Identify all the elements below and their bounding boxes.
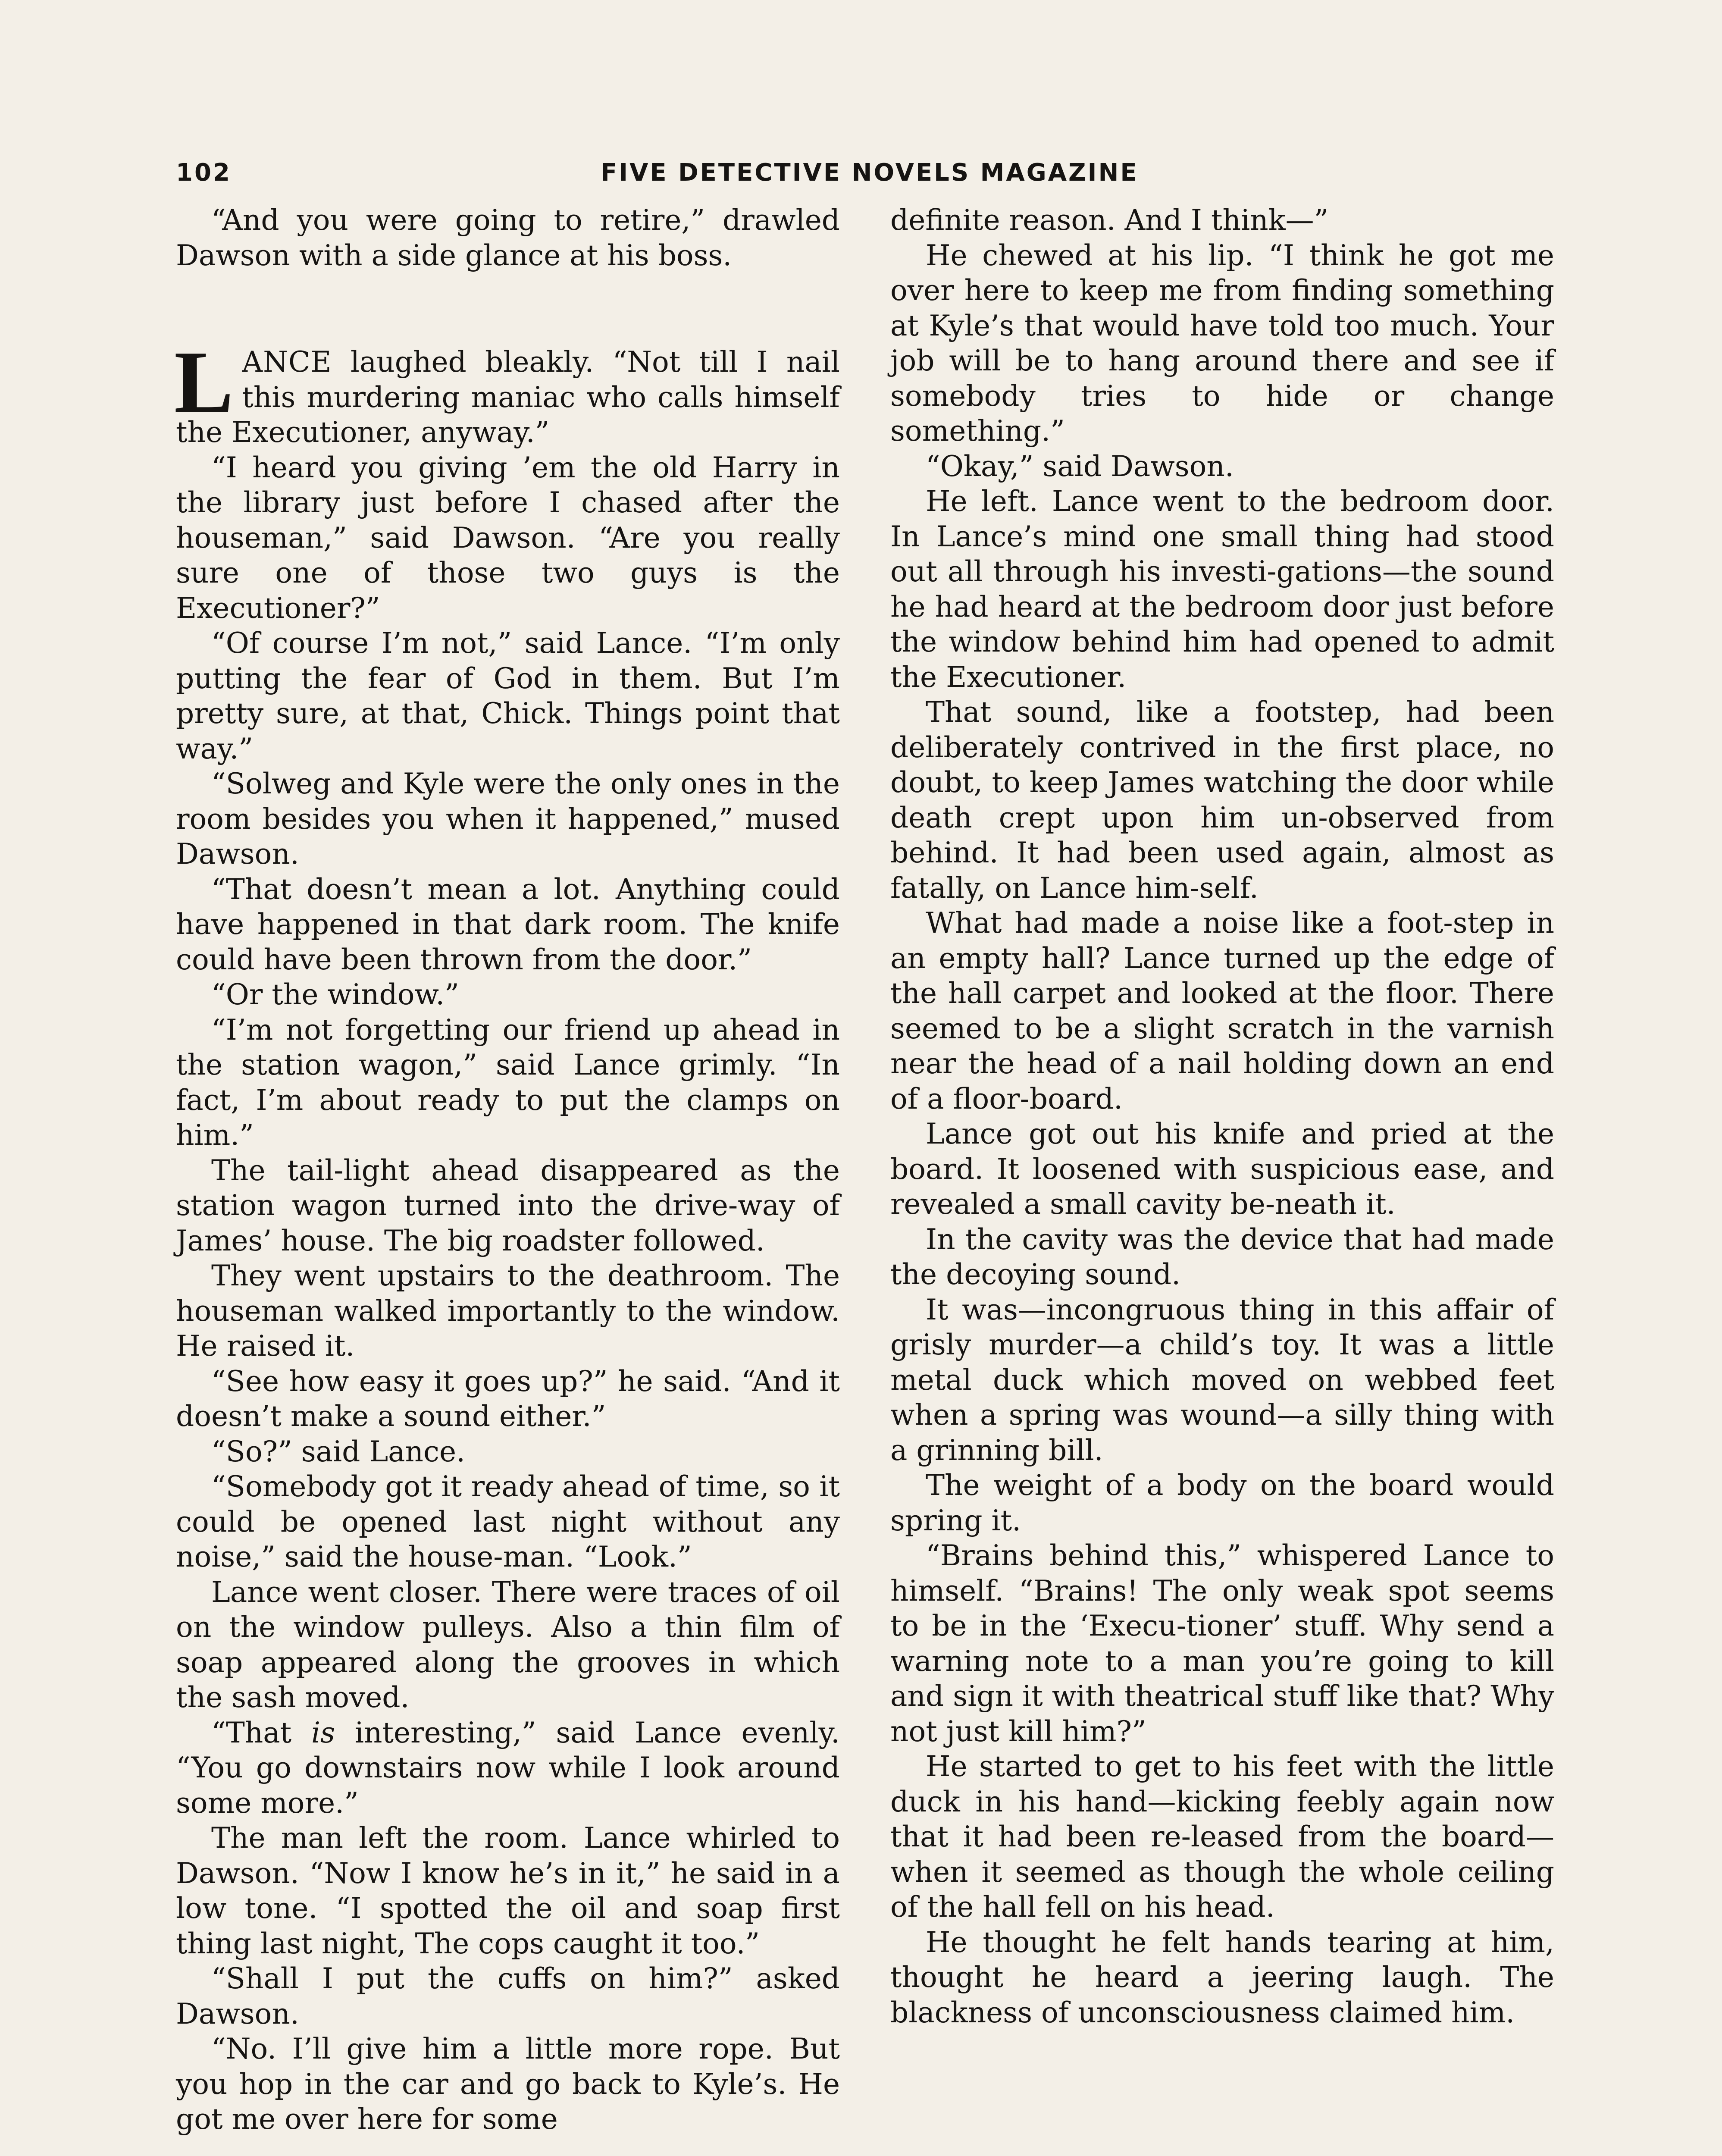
paragraph: Lance got out his knife and pried at the board. It loosened with suspicious ease, and revealed a small cavity be-neath it. xyxy=(890,1117,1554,1221)
paragraph: He chewed at his lip. “I think he got me over here to keep me from finding something at Kyle’s that would have told too much. Your job will be to hang around there and see if somebody tries to hide or change something.” xyxy=(890,238,1554,448)
running-title: FIVE DETECTIVE NOVELS MAGAZINE xyxy=(601,159,1139,187)
paragraph: He thought he felt hands tearing at him, thought he heard a jeering laugh. The blackness of unconsciousness claimed him. xyxy=(890,1925,1554,2029)
paragraph: “And you were going to retire,” drawled Dawson with a side glance at his boss. xyxy=(176,204,840,272)
dropcap-letter: L xyxy=(174,332,234,431)
that-rest: said Lance evenly. “You go downstairs now while I look around some more.” xyxy=(176,1716,840,1820)
paragraph: It was—incongruous thing in this affair of grisly murder—a child’s toy. It was a little metal duck which moved on webbed feet when a spring was wound—a silly thing with a grinning bill. xyxy=(890,1293,1554,1467)
paragraph: Lance went closer. There were traces of oil on the window pulleys. Also a thin film of soap appeared along the grooves in which the sash moved. xyxy=(176,1575,840,1714)
paragraph: “Or the window.” xyxy=(211,978,459,1011)
paragraph: “Somebody got it ready ahead of time, so it could be opened last night without any noise,” said the house-man. “Look.” xyxy=(176,1470,840,1573)
emphasized-word: is xyxy=(311,1716,335,1749)
paragraph: What had made a noise like a foot-step in an empty hall? Lance turned up the edge of the hall carpet and looked at the floor. There seemed to be a slight scratch in the varnish near the head of a nail holding down an end of a floor-board. xyxy=(890,906,1554,1116)
page-header xyxy=(176,159,1560,193)
paragraph: They went upstairs to the deathroom. The houseman walked importantly to the window. He raised it. xyxy=(176,1259,840,1363)
paragraph: “I heard you giving ’em the old Harry in the library just before I chased after the houseman,” said Dawson. “Are you really sure one of those two guys is the Executioner?” xyxy=(176,451,840,625)
paragraph: “Solweg and Kyle were the only ones in the room besides you when it happened,” mused Dawson. xyxy=(176,767,840,871)
paragraph: “No. I’ll give him a little more rope. But you hop in the car and go back to Kyle’s. He got me over here for some xyxy=(176,2032,840,2136)
paragraph-with-emphasis xyxy=(176,1715,840,1821)
paragraph: That sound, like a footstep, had been deliberately contrived in the first place, no doubt, to keep James watching the door while death crept upon him un-observed from behind. It had been used again, almost as fatally, on Lance him-self. xyxy=(890,696,1554,905)
paragraph: He left. Lance went to the bedroom door. In Lance’s mind one small thing had stood out all through his investi-gations—the sound he had heard at the bedroom door just before the window behind him had opened to admit the Executioner. xyxy=(890,485,1554,694)
that-suffix: interesting,” xyxy=(335,1716,556,1749)
page-number: 102 xyxy=(176,159,232,187)
dropcap-word-rest: ANCE xyxy=(242,345,332,379)
paragraph: “So?” said Lance. xyxy=(211,1435,466,1468)
paragraph: The tail-light ahead disappeared as the station wagon turned into the drive-way of James’ house. The big roadster followed. xyxy=(176,1153,840,1257)
paragraph: “Of course I’m not,” said Lance. “I’m only putting the fear of God in them. But I’m pretty sure, at that, Chick. Things point that way.” xyxy=(176,627,840,765)
left-column xyxy=(176,203,840,2137)
paragraph: “Brains behind this,” whispered Lance to himself. “Brains! The only weak spot seems to be in the ‘Execu-tioner’ stuff. Why send a warning note to a man you’re going to kill and sign it with theatrical stuff like that? Why not just kill him?” xyxy=(890,1539,1554,1748)
paragraph: definite reason. And I think—” xyxy=(890,204,1329,237)
paragraph: He started to get to his feet with the little duck in his hand—kicking feebly again now that it had been re-leased from the board—when it seemed as though the whole ceiling of the hall fell on his head. xyxy=(890,1750,1554,1924)
right-column xyxy=(890,203,1554,2030)
dropcap-para-rest: nail this murdering maniac who calls himself the Executioner, anyway.” xyxy=(176,345,840,449)
paragraph: “Okay,” said Dawson. xyxy=(926,449,1234,483)
paragraph: “I’m not forgetting our friend up ahead in the station wagon,” said Lance grimly. “In fact, I’m about ready to put the clamps on him.” xyxy=(176,1013,840,1152)
paragraph: The weight of a body on the board would spring it. xyxy=(890,1469,1554,1537)
paragraph: “See how easy it goes up?” he said. “And it doesn’t make a sound either.” xyxy=(176,1364,840,1433)
section-break xyxy=(176,273,840,345)
that-prefix: “That xyxy=(211,1716,311,1749)
paragraph: “Shall I put the cuffs on him?” asked Dawson. xyxy=(176,1962,840,2031)
paragraph-dropcap xyxy=(174,332,840,450)
dropcap-line-rest: laughed bleakly. “Not till I xyxy=(332,345,768,379)
paragraph: In the cavity was the device that had made the decoying sound. xyxy=(890,1222,1554,1291)
paragraph: The man left the room. Lance whirled to Dawson. “Now I know he’s in it,” he said in a low tone. “I spotted the oil and soap first thing last night, The cops caught it too.” xyxy=(176,1821,840,1960)
paragraph: “That doesn’t mean a lot. Anything could have happened in that dark room. The knife could have been thrown from the door.” xyxy=(176,872,840,976)
